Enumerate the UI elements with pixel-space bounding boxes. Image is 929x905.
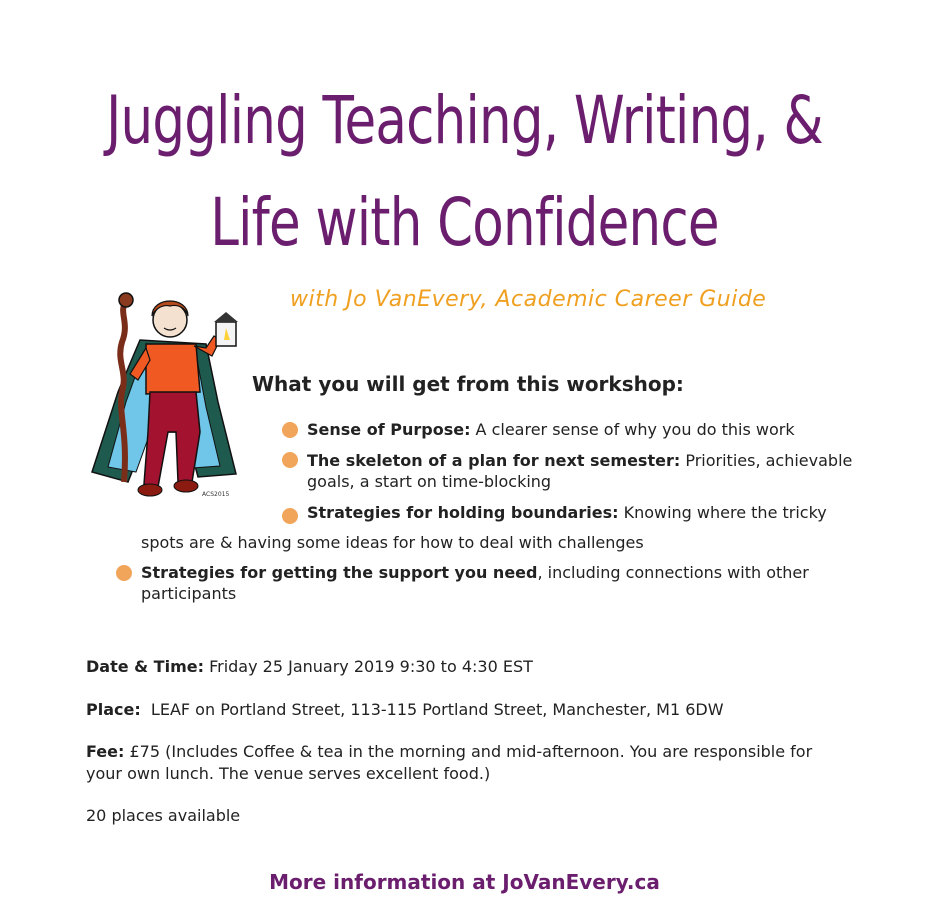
list-item — [307, 450, 852, 471]
datetime-label: Date & Time: — [86, 657, 204, 676]
datetime-value: Friday 25 January 2019 9:30 to 4:30 EST — [204, 657, 533, 676]
bullet-icon — [116, 565, 132, 581]
bullet-icon — [282, 452, 298, 468]
fee-line — [86, 741, 812, 763]
list-item-continuation: goals, a start on time-blocking — [307, 472, 552, 491]
more-info-link[interactable]: More information at JoVanEvery.ca — [269, 870, 660, 894]
places-available: 20 places available — [86, 806, 241, 825]
list-item-text: A clearer sense of why you do this work — [470, 420, 795, 439]
bullet-icon — [282, 508, 298, 524]
bullet-icon — [282, 422, 298, 438]
list-item — [307, 502, 827, 523]
workshop-heading: What you will get from this workshop: — [252, 372, 684, 396]
list-item-title: Sense of Purpose: — [307, 420, 471, 439]
list-item-text: Knowing where the tricky — [618, 503, 827, 522]
place-value: LEAF on Portland Street, 113-115 Portland Street, Manchester, M1 6DW — [140, 700, 724, 719]
list-item-title: Strategies for getting the support you need — [141, 563, 538, 582]
signature-mark: ACS2015 — [202, 491, 230, 498]
fee-value: £75 (Includes Coffee & tea in the morning and mid-afternoon. You are responsible for — [124, 742, 813, 761]
list-item-continuation: participants — [141, 584, 237, 603]
list-item-continuation: spots are & having some ideas for how to deal with challenges — [141, 533, 644, 552]
list-item-text: Priorities, achievable — [680, 451, 853, 470]
list-item — [307, 419, 795, 440]
list-item — [141, 562, 809, 583]
list-item-text: , including connections with other — [537, 563, 809, 582]
list-item-title: The skeleton of a plan for next semester: — [307, 451, 681, 470]
place-label: Place: — [86, 700, 141, 719]
list-item-title: Strategies for holding boundaries: — [307, 503, 619, 522]
fee-label: Fee: — [86, 742, 125, 761]
subtitle: with Jo VanEvery, Academic Career Guide — [290, 287, 767, 312]
title-line-2: Life with Confidence — [210, 184, 719, 261]
title-line-1: Juggling Teaching, Writing, & — [106, 82, 823, 159]
datetime-line — [86, 656, 533, 678]
fee-line-continuation: your own lunch. The venue serves excellent food.) — [86, 764, 491, 783]
place-line — [86, 699, 724, 721]
woman-with-staff-and-lantern-illustration — [88, 282, 244, 502]
